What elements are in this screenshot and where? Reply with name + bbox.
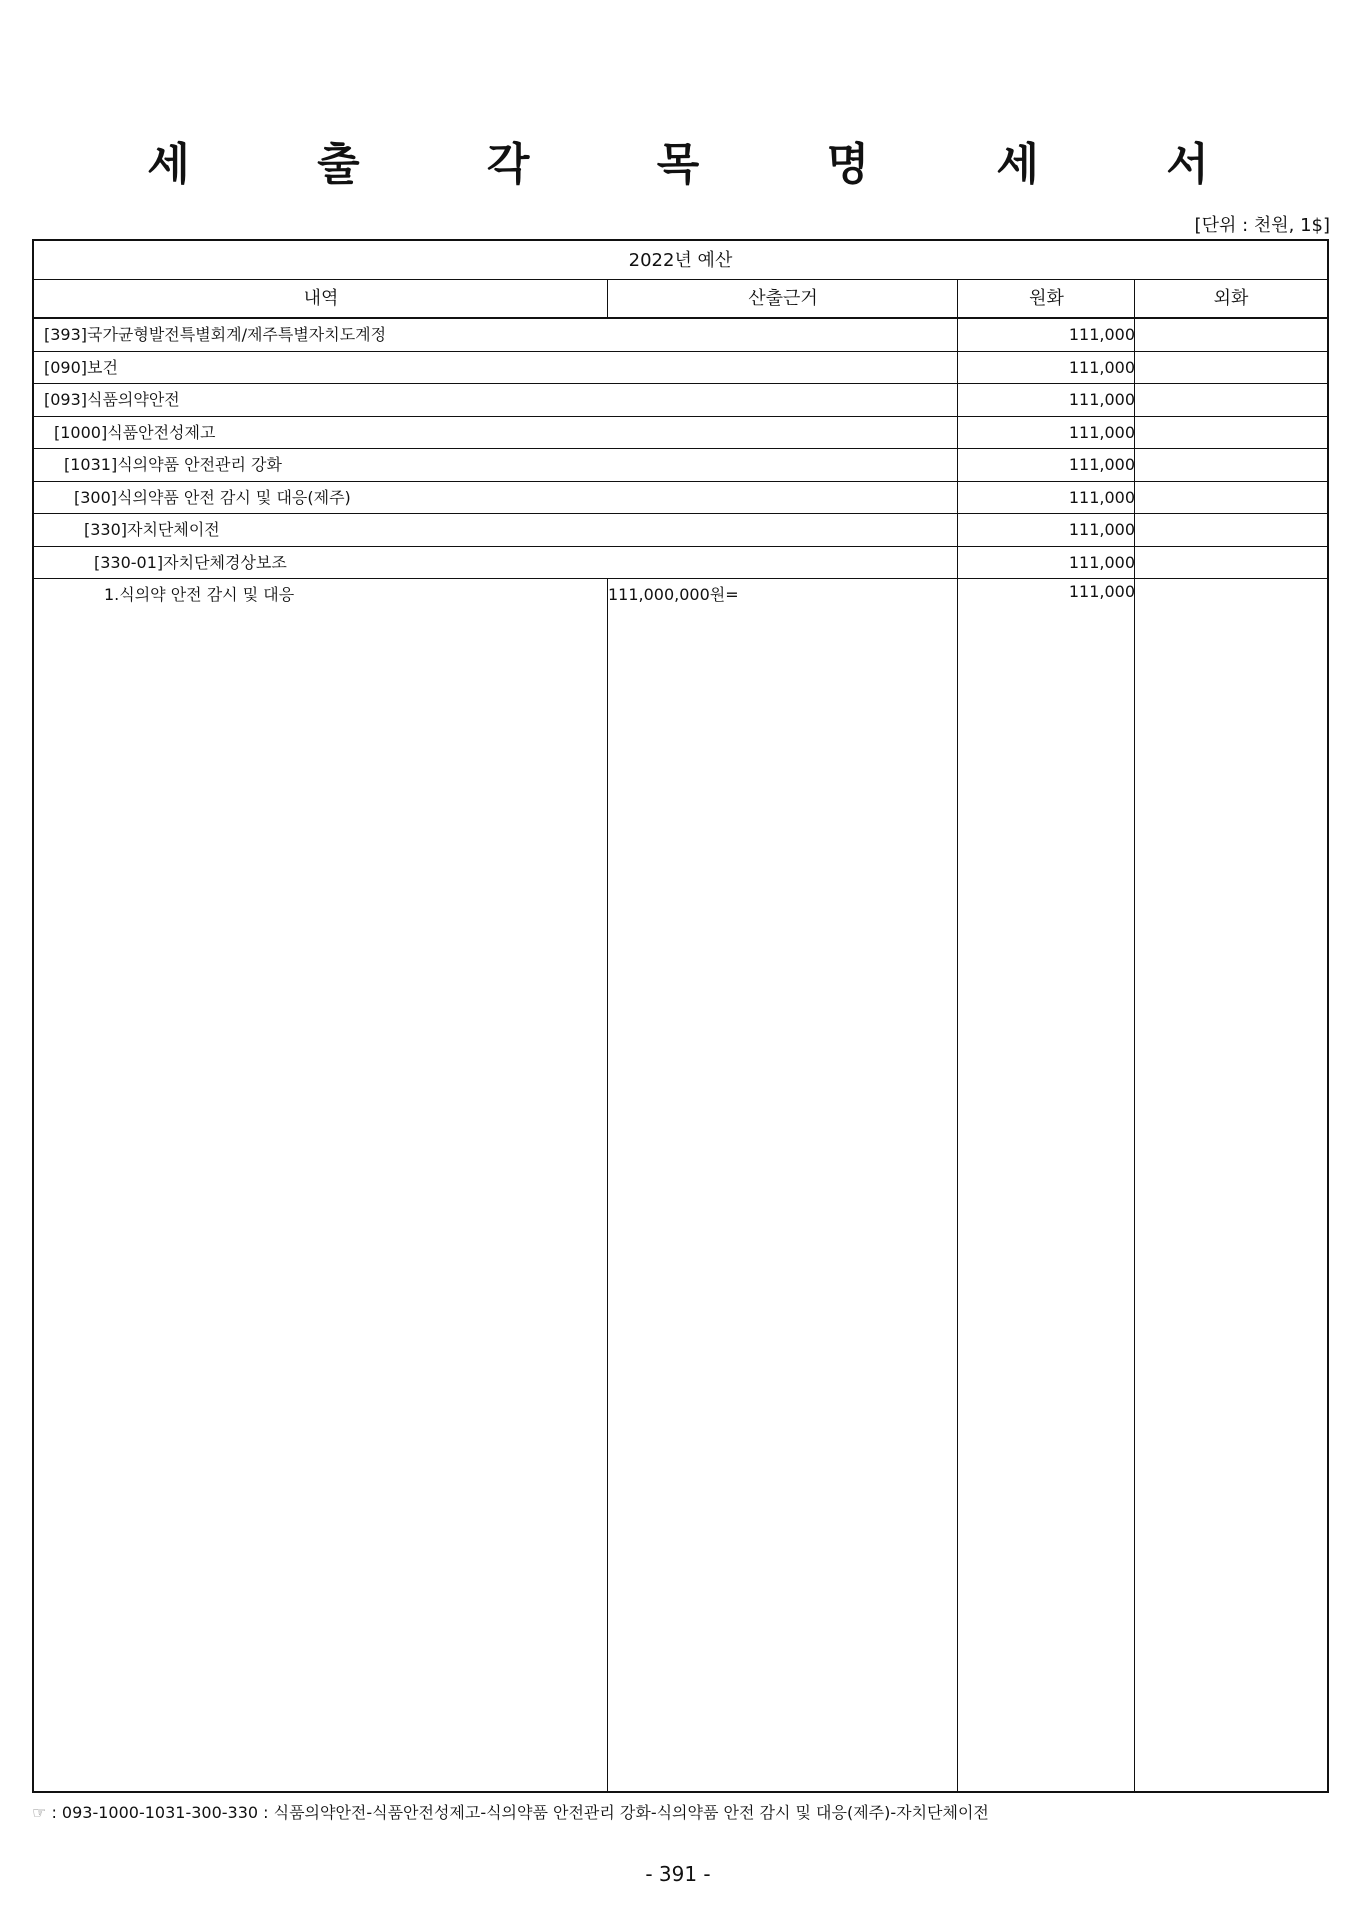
column-header-description: 내역 (303, 288, 339, 309)
row-label: [300]식의약품 안전 감시 및 대응(제주) (74, 487, 351, 507)
column-header-won: 원화 (1029, 288, 1064, 309)
row-won: 111,000 (1068, 422, 1135, 442)
row-won: 111,000 (1068, 552, 1135, 572)
row-won: 111,000 (1068, 390, 1135, 409)
row-label: [090]보건 (44, 357, 118, 377)
table-row (34, 449, 1327, 482)
table-row (34, 417, 1327, 450)
detail-basis: 111,000,000원= (608, 585, 739, 604)
row-won: 111,000 (1068, 487, 1135, 507)
divider (1134, 280, 1135, 317)
row-label: [330-01]자치단체경상보조 (94, 552, 287, 572)
divider (607, 579, 608, 1791)
table-row (34, 514, 1327, 547)
budget-table (32, 239, 1329, 1793)
table-row (34, 547, 1327, 580)
column-headers (34, 280, 1327, 319)
row-label: [1031]식의약품 안전관리 강화 (64, 455, 282, 474)
row-label: [093]식품의약안전 (44, 390, 180, 409)
column-header-basis: 산출근거 (748, 288, 818, 309)
year-header: 2022년 예산 (34, 241, 1327, 280)
row-won: 111,000 (1068, 357, 1135, 377)
row-won: 111,000 (1068, 455, 1135, 474)
footnote-text: : 093-1000-1031-300-330 : 식품의약안전-식품안전성제고-식의약품 안전관리 강화-식의약품 안전 감시 및 대응(제주)-자치단체이전 (51, 1803, 989, 1822)
column-header-foreign: 외화 (1213, 288, 1249, 309)
row-label: [393]국가균형발전특별회계/제주특별자치도계정 (44, 325, 387, 344)
pointing-hand-icon: ☞ (32, 1803, 47, 1822)
document-title: 세 출 각 목 명 세 서 (147, 139, 1265, 190)
page-number: - 391 - (645, 1862, 711, 1886)
footnote (32, 1800, 989, 1823)
unit-note: [단위 : 천원, 1$] (1194, 215, 1330, 236)
table-row (34, 352, 1327, 385)
row-label: [330]자치단체이전 (84, 520, 220, 539)
divider (957, 280, 958, 317)
detail-label: 1.식의약 안전 감시 및 대응 (104, 585, 295, 604)
table-row (34, 319, 1327, 352)
row-won: 111,000 (1068, 520, 1135, 539)
row-won: 111,000 (1068, 325, 1135, 344)
divider (607, 280, 608, 317)
table-row (34, 482, 1327, 515)
detail-won: 111,000 (1068, 582, 1135, 601)
table-row (34, 384, 1327, 417)
row-label: [1000]식품안전성제고 (54, 422, 216, 442)
